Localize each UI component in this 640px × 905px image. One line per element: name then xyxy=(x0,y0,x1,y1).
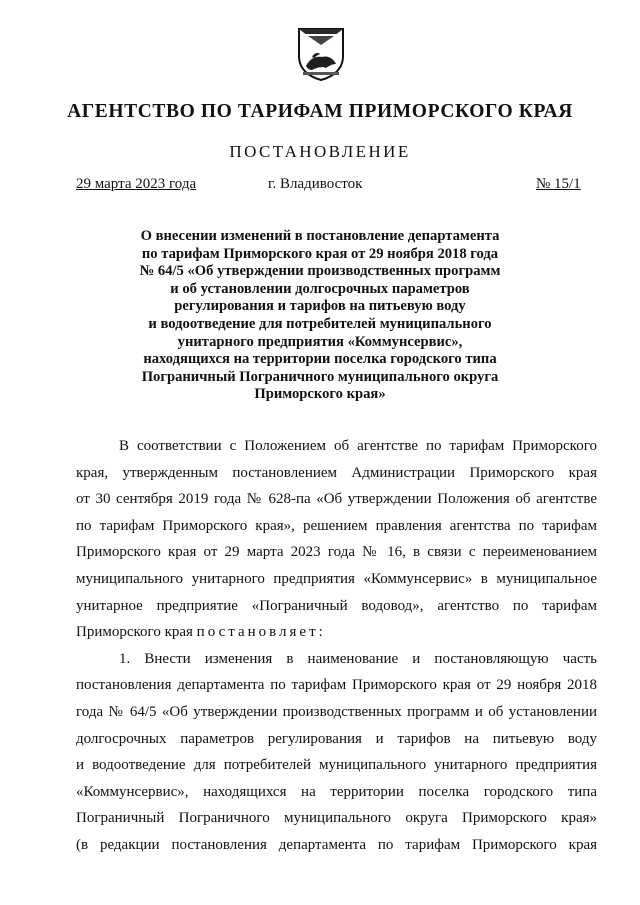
body-line: (в редакции постановления департамента по тарифам Приморского края xyxy=(76,836,597,853)
coat-of-arms-icon xyxy=(296,26,346,82)
body-line: и водоотведение для потребителей муниципального унитарного предприятия xyxy=(76,757,597,774)
document-number: № 15/1 xyxy=(536,176,581,192)
document-body xyxy=(76,433,597,859)
agency-name: АГЕНТСТВО ПО ТАРИФАМ ПРИМОРСКОГО КРАЯ xyxy=(67,101,573,122)
title-line: № 64/5 «Об утверждении производственных программ xyxy=(139,263,501,280)
body-line: 1. Внести изменения в наименование и постановляющую часть xyxy=(119,650,597,667)
body-line: «Коммунсервис», находящихся на территории поселка городского типа xyxy=(76,783,597,800)
body-line: долгосрочных параметров регулирования и тарифов на питьевую воду xyxy=(76,730,597,747)
body-line xyxy=(76,619,597,646)
title-line: и об установлении долгосрочных параметров xyxy=(170,280,470,297)
body-text-fragment: Приморского края xyxy=(76,624,197,641)
body-line: края, утвержденным постановлением Администрации Приморского края xyxy=(76,464,597,481)
title-line: унитарного предприятия «Коммунсервис», xyxy=(177,333,463,350)
body-line: муниципального унитарного предприятия «Коммунсервис» в муниципальное xyxy=(76,570,597,587)
resolution-word: постановляет: xyxy=(196,624,326,641)
body-line: постановления департамента по тарифам Приморского края от 29 ноября 2018 xyxy=(76,677,597,694)
title-line: регулирования и тарифов на питьевую воду xyxy=(174,298,466,315)
body-line: Приморского края от 29 марта 2023 года № 16, в связи с переименованием xyxy=(76,544,597,561)
document-title xyxy=(100,228,540,404)
body-line: В соответствии с Положением об агентстве по тарифам Приморского xyxy=(119,438,597,454)
body-line: Пограничный Пограничного муниципального округа Приморского края» xyxy=(76,810,597,827)
title-line: Пограничный Пограничного муниципального округа xyxy=(141,368,499,385)
document-city: г. Владивосток xyxy=(268,176,363,192)
title-line: по тарифам Приморского края от 29 ноября 2018 года xyxy=(141,245,499,262)
title-line: находящихся на территории поселка городского типа xyxy=(143,351,497,368)
document-date: 29 марта 2023 года xyxy=(76,176,197,192)
title-line: Приморского края» xyxy=(254,386,386,403)
title-line: и водоотведение для потребителей муниципального xyxy=(148,315,492,332)
body-line: от 30 сентября 2019 года № 628-па «Об утверждении Положения об агентстве xyxy=(76,491,597,508)
document-type: ПОСТАНОВЛЕНИЕ xyxy=(229,142,411,161)
title-line: О внесении изменений в постановление департамента xyxy=(140,228,500,244)
body-line: по тарифам Приморского края», решением правления агентства по тарифам xyxy=(76,517,597,534)
body-line: года № 64/5 «Об утверждении производственных программ и об установлении xyxy=(76,703,597,720)
body-line: унитарное предприятие «Пограничный водовод», агентство по тарифам xyxy=(76,597,597,614)
